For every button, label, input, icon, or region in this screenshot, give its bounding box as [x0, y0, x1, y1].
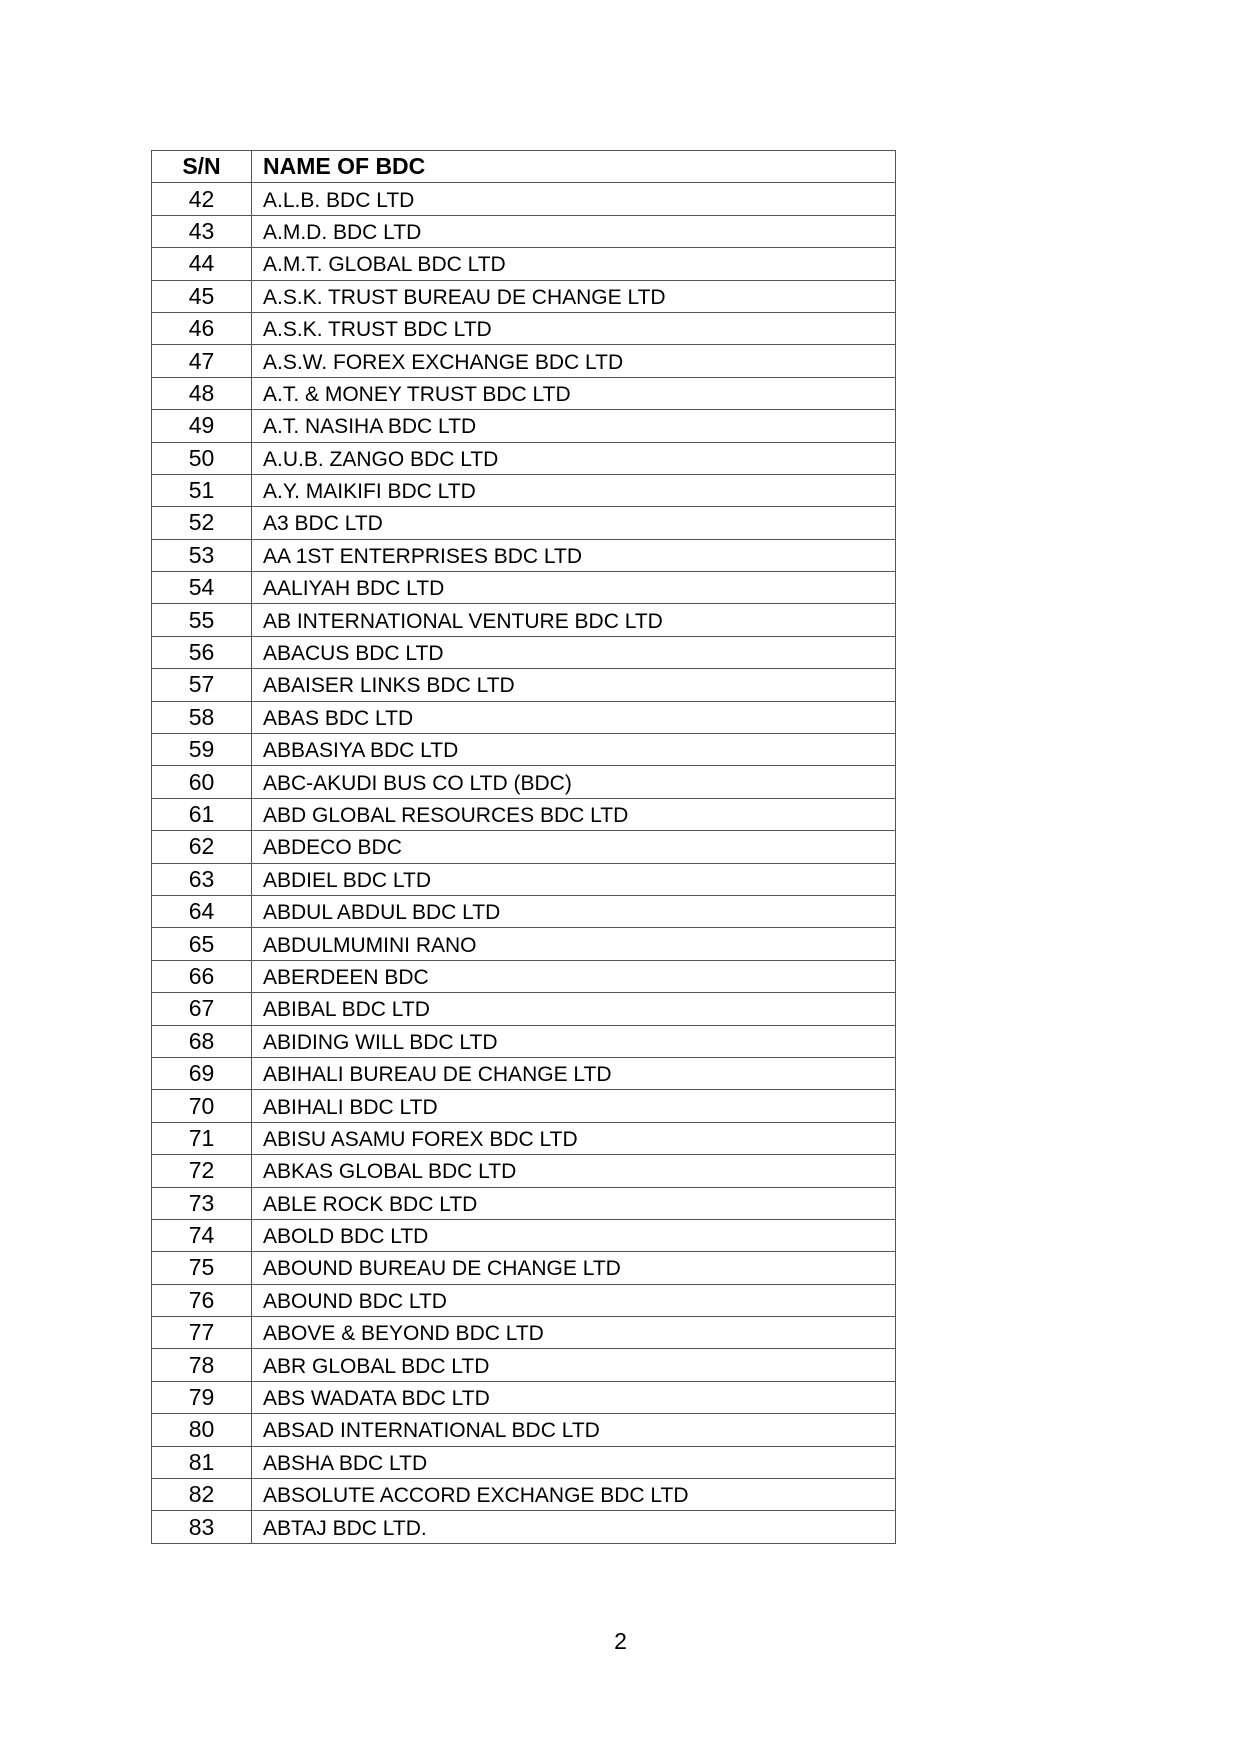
bdc-name-cell: A.S.W. FOREX EXCHANGE BDC LTD — [252, 345, 896, 377]
bdc-list-table — [151, 150, 896, 1544]
bdc-name-cell: ABR GLOBAL BDC LTD — [252, 1349, 896, 1381]
serial-number-cell: 55 — [152, 604, 252, 636]
serial-number-cell: 83 — [152, 1511, 252, 1543]
page-number: 2 — [614, 1628, 627, 1654]
table-row — [152, 895, 896, 927]
bdc-name-cell: ABAS BDC LTD — [252, 701, 896, 733]
bdc-name-cell: A.S.K. TRUST BUREAU DE CHANGE LTD — [252, 280, 896, 312]
table-row — [152, 572, 896, 604]
table-row — [152, 312, 896, 344]
table-row — [152, 863, 896, 895]
table-row — [152, 701, 896, 733]
serial-number-cell: 69 — [152, 1057, 252, 1089]
table-row — [152, 1155, 896, 1187]
sn-column-header: S/N — [152, 151, 252, 183]
bdc-name-cell: AA 1ST ENTERPRISES BDC LTD — [252, 539, 896, 571]
bdc-name-cell: A.S.K. TRUST BDC LTD — [252, 312, 896, 344]
bdc-name-cell: A.L.B. BDC LTD — [252, 183, 896, 215]
bdc-name-cell: AB INTERNATIONAL VENTURE BDC LTD — [252, 604, 896, 636]
serial-number-cell: 57 — [152, 669, 252, 701]
table-row — [152, 248, 896, 280]
serial-number-cell: 81 — [152, 1446, 252, 1478]
table-row — [152, 1187, 896, 1219]
serial-number-cell: 48 — [152, 377, 252, 409]
table-row — [152, 1381, 896, 1413]
table-row — [152, 798, 896, 830]
bdc-name-cell: ABOVE & BEYOND BDC LTD — [252, 1317, 896, 1349]
serial-number-cell: 51 — [152, 474, 252, 506]
bdc-name-cell: ABDECO BDC — [252, 831, 896, 863]
bdc-name-cell: ABACUS BDC LTD — [252, 636, 896, 668]
table-row — [152, 1414, 896, 1446]
serial-number-cell: 58 — [152, 701, 252, 733]
bdc-name-cell: ABTAJ BDC LTD. — [252, 1511, 896, 1543]
table-row — [152, 960, 896, 992]
table-row — [152, 1349, 896, 1381]
serial-number-cell: 72 — [152, 1155, 252, 1187]
table-row — [152, 734, 896, 766]
table-row — [152, 410, 896, 442]
serial-number-cell: 71 — [152, 1122, 252, 1154]
serial-number-cell: 82 — [152, 1479, 252, 1511]
bdc-name-cell: ABDULMUMINI RANO — [252, 928, 896, 960]
serial-number-cell: 61 — [152, 798, 252, 830]
table-row — [152, 1284, 896, 1316]
serial-number-cell: 56 — [152, 636, 252, 668]
bdc-name-cell: ABSAD INTERNATIONAL BDC LTD — [252, 1414, 896, 1446]
table-row — [152, 507, 896, 539]
bdc-name-cell: A.T. & MONEY TRUST BDC LTD — [252, 377, 896, 409]
serial-number-cell: 68 — [152, 1025, 252, 1057]
bdc-name-cell: ABAISER LINKS BDC LTD — [252, 669, 896, 701]
table-row — [152, 1446, 896, 1478]
bdc-name-cell: ABKAS GLOBAL BDC LTD — [252, 1155, 896, 1187]
table-row — [152, 928, 896, 960]
bdc-name-cell: ABDUL ABDUL BDC LTD — [252, 895, 896, 927]
table-row — [152, 993, 896, 1025]
serial-number-cell: 43 — [152, 215, 252, 247]
serial-number-cell: 59 — [152, 734, 252, 766]
serial-number-cell: 49 — [152, 410, 252, 442]
bdc-name-cell: ABOLD BDC LTD — [252, 1219, 896, 1251]
table-row — [152, 766, 896, 798]
serial-number-cell: 77 — [152, 1317, 252, 1349]
table-row — [152, 1025, 896, 1057]
bdc-name-cell: A.T. NASIHA BDC LTD — [252, 410, 896, 442]
table-row — [152, 1317, 896, 1349]
bdc-name-cell: A.M.D. BDC LTD — [252, 215, 896, 247]
table-row — [152, 1122, 896, 1154]
serial-number-cell: 73 — [152, 1187, 252, 1219]
table-row — [152, 215, 896, 247]
name-column-header: NAME OF BDC — [252, 151, 896, 183]
serial-number-cell: 42 — [152, 183, 252, 215]
table-row — [152, 604, 896, 636]
serial-number-cell: 63 — [152, 863, 252, 895]
bdc-name-cell: ABIDING WILL BDC LTD — [252, 1025, 896, 1057]
serial-number-cell: 74 — [152, 1219, 252, 1251]
serial-number-cell: 76 — [152, 1284, 252, 1316]
bdc-name-cell: ABSHA BDC LTD — [252, 1446, 896, 1478]
serial-number-cell: 52 — [152, 507, 252, 539]
table-row — [152, 1511, 896, 1543]
bdc-name-cell: ABDIEL BDC LTD — [252, 863, 896, 895]
table-row — [152, 280, 896, 312]
serial-number-cell: 50 — [152, 442, 252, 474]
serial-number-cell: 62 — [152, 831, 252, 863]
table-row — [152, 1479, 896, 1511]
bdc-name-cell: A.U.B. ZANGO BDC LTD — [252, 442, 896, 474]
bdc-name-cell: A.Y. MAIKIFI BDC LTD — [252, 474, 896, 506]
table-row — [152, 669, 896, 701]
serial-number-cell: 53 — [152, 539, 252, 571]
table-row — [152, 539, 896, 571]
serial-number-cell: 45 — [152, 280, 252, 312]
serial-number-cell: 79 — [152, 1381, 252, 1413]
table-row — [152, 1057, 896, 1089]
serial-number-cell: 54 — [152, 572, 252, 604]
bdc-name-cell: AALIYAH BDC LTD — [252, 572, 896, 604]
serial-number-cell: 47 — [152, 345, 252, 377]
serial-number-cell: 60 — [152, 766, 252, 798]
bdc-name-cell: ABS WADATA BDC LTD — [252, 1381, 896, 1413]
bdc-name-cell: ABIBAL BDC LTD — [252, 993, 896, 1025]
table-row — [152, 474, 896, 506]
serial-number-cell: 64 — [152, 895, 252, 927]
bdc-name-cell: ABERDEEN BDC — [252, 960, 896, 992]
bdc-name-cell: ABBASIYA BDC LTD — [252, 734, 896, 766]
serial-number-cell: 75 — [152, 1252, 252, 1284]
bdc-name-cell: ABISU ASAMU FOREX BDC LTD — [252, 1122, 896, 1154]
bdc-name-cell: ABOUND BUREAU DE CHANGE LTD — [252, 1252, 896, 1284]
table-row — [152, 636, 896, 668]
bdc-name-cell: ABD GLOBAL RESOURCES BDC LTD — [252, 798, 896, 830]
serial-number-cell: 66 — [152, 960, 252, 992]
serial-number-cell: 80 — [152, 1414, 252, 1446]
table-body — [152, 183, 896, 1543]
serial-number-cell: 67 — [152, 993, 252, 1025]
serial-number-cell: 78 — [152, 1349, 252, 1381]
table-row — [152, 345, 896, 377]
table-row — [152, 183, 896, 215]
table-row — [152, 1252, 896, 1284]
table-row — [152, 1219, 896, 1251]
serial-number-cell: 46 — [152, 312, 252, 344]
table-row — [152, 442, 896, 474]
bdc-name-cell: ABSOLUTE ACCORD EXCHANGE BDC LTD — [252, 1479, 896, 1511]
table-header-row — [152, 151, 896, 183]
bdc-name-cell: ABIHALI BUREAU DE CHANGE LTD — [252, 1057, 896, 1089]
serial-number-cell: 44 — [152, 248, 252, 280]
bdc-name-cell: A.M.T. GLOBAL BDC LTD — [252, 248, 896, 280]
bdc-name-cell: A3 BDC LTD — [252, 507, 896, 539]
table-row — [152, 831, 896, 863]
bdc-name-cell: ABLE ROCK BDC LTD — [252, 1187, 896, 1219]
table-row — [152, 1090, 896, 1122]
bdc-name-cell: ABC-AKUDI BUS CO LTD (BDC) — [252, 766, 896, 798]
bdc-name-cell: ABIHALI BDC LTD — [252, 1090, 896, 1122]
table-row — [152, 377, 896, 409]
serial-number-cell: 70 — [152, 1090, 252, 1122]
serial-number-cell: 65 — [152, 928, 252, 960]
bdc-name-cell: ABOUND BDC LTD — [252, 1284, 896, 1316]
